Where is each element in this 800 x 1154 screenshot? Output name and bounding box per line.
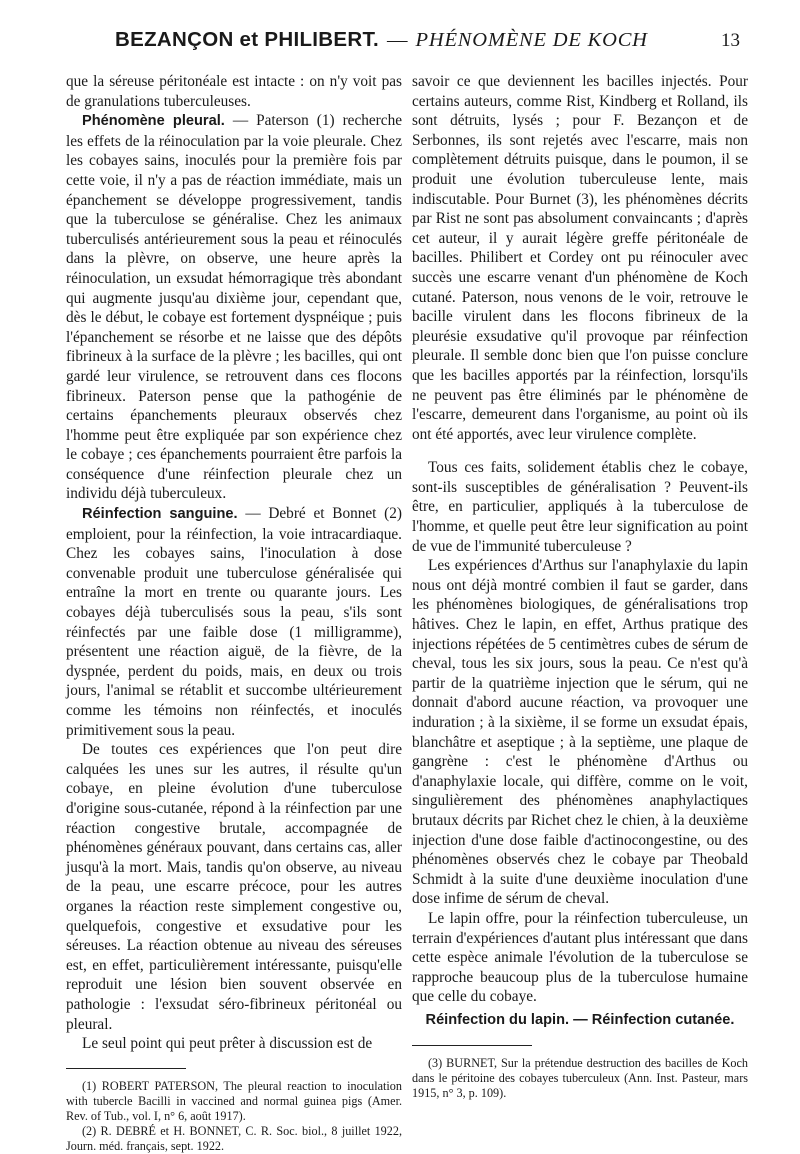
section-break (412, 444, 748, 458)
header-authors: BEZANÇON et PHILIBERT. (115, 28, 380, 51)
pleural-paragraph (66, 111, 402, 504)
right-paragraph-3: Les expériences d'Arthus sur l'anaphylaxie du lapin nous ont déjà montré combien il faut se garder, dans les phénomènes biologiques, de généralisations trop hâtives. Chez le lapin, en effet, Arthus pratique des injections répétées de 5 centimètres cubes de sérum de cheval, tous les six jours, sous la peau. Ce n'est qu'à partir de la quatrième injection que le sérum, qui ne donnait d'abord aucune réaction, va provoquer une induration ; à la sixième, il se forme un exsudat épais, blanchâtre et aseptique ; à la septième, une plaque de gangrène : c'est le phénomène d'Arthus ou d'anaphylaxie locale, qui diffère, comme on le voit, singulièrement des phénomènes anaphylactiques brutaux décrits par Richet chez le chien, à la deuxième injection d'une dose faible d'actinocongestine, ou des phénomènes observés chez le cobaye par Theobald Schmidt à la suite d'une deuxième inoculation d'une dose infime de sérum de cheval. (412, 557, 748, 908)
footnote-3: (3) BURNET, Sur la prétendue destruction des bacilles de Koch dans le péritoine des cobayes tuberculeux (Ann. Inst. Pasteur, mars 1915, n° 3, p. 109). (412, 1055, 748, 1100)
right-paragraph-4: Le lapin offre, pour la réinfection tuberculeuse, un terrain d'expériences d'autant plus intéressant que dans cette espèce animale l'évolution de la tuberculose se rapproche beaucoup plus de la tuberculose humaine que celle du cobaye. (412, 909, 748, 1006)
right-column (412, 72, 748, 1101)
right-paragraph-2: Tous ces faits, solidement établis chez le cobaye, sont-ils susceptibles de généralisation ? Peuvent-ils être, en particulier, appliqués à la tuberculose de l'homme, et quelle peut être leur signification au point de vue de l'immunité tuberculeuse ? (412, 459, 748, 555)
sanguine-text: — Debré et Bonnet (2) emploient, pour la réinfection, la voie intracardiaque. Chez les cobayes sains, l'inoculation à dose convenable produit une tuberculose généralisée qui entraîne la mort en trente ou quarante jours. Les cobayes déjà tuberculisés sous la peau, s'ils sont réinfectés par une faible dose (1 milligramme), présentent une réaction aiguë, de la fièvre, de la dyspnée, perdent du poids, mais, en deux ou trois jours, l'animal se rétablit et succombe ultérieurement comme les témoins non réinfectés, et inoculés primitivement sous la peau. (66, 505, 403, 739)
sanguine-paragraph (66, 504, 402, 740)
running-head (115, 28, 648, 52)
sanguine-heading: Réinfection sanguine. (82, 506, 238, 523)
section-subheadings: Réinfection du lapin. — Réinfection cutanée. (425, 1011, 735, 1028)
header-separator: — (387, 29, 408, 51)
header-title: PHÉNOMÈNE DE KOCH (415, 29, 648, 51)
page-number: 13 (721, 30, 740, 51)
left-paragraph-4: De toutes ces expériences que l'on peut dire calquées les unes sur les autres, il résulte qu'un cobaye, en pleine évolution d'une tuberculose d'origine sous-cutanée, répond à la réinfection par une réaction congestive brutale, accompagnée de phénomènes généraux pouvant, dans certains cas, aller jusqu'à la mort. Mais, tandis qu'on observe, au niveau de la peau, une escarre précoce, pour les autres organes la réaction reste simplement congestive ou, quelquefois, congestive et exsudative pour les séreuses. La réaction obtenue au niveau des séreuses est, en effet, particulièrement intéressante, puisqu'elle reproduit une lésion bien souvent observée en pathologie : l'exsudat séro-fibrineux péritonéal ou pleural. (66, 741, 402, 1033)
footnote-2: (2) R. DEBRÉ et H. BONNET, C. R. Soc. biol., 8 juillet 1922, Journ. méd. français, sept. 1922. (66, 1123, 402, 1153)
left-column (66, 72, 402, 1154)
running-header (0, 22, 800, 56)
left-paragraph-5: Le seul point qui peut prêter à discussion est de (82, 1035, 373, 1053)
left-paragraph-1: que la séreuse péritonéale est intacte : on n'y voit pas de granulations tuberculeuses. (66, 73, 402, 110)
pleural-heading: Phénomène pleural. (82, 113, 225, 130)
pleural-text: — Paterson (1) recherche les effets de la réinoculation par la voie pleurale. Chez les cobayes sains, inoculés pour la première fois par cette voie, il n'y a pas de réaction immédiate, mais un épanchement se développe progressivement, tandis que la tuberculose se généralise. Chez les animaux tuberculisés antérieurement sous la peau et réinoculés dans la plèvre, on observe, une heure après la réinoculation, un exsudat hémorragique très abondant qui augmente jusqu'au dixième jour, cependant que, dès le début, le cobaye est fortement dyspnéique ; puis l'épanchement se résorbe et ne laisse que des dépôts fibrineux à la surface de la plèvre ; les bacilles, qui ont gardé leur virulence, se retrouvent dans ces flocons fibrineux. Paterson pense que la pathogénie de certains épanchements pleuraux observés chez l'homme peut être expliquée par son expérience chez le cobaye ; ces épanchements pourraient être parfois la conséquence d'une réinfection pleurale chez un individu déjà tuberculeux. (66, 112, 403, 503)
footnote-1: (1) ROBERT PATERSON, The pleural reaction to inoculation with tubercle Bacilli in vaccined and normal guinea pigs (Amer. Rev. of Tub., vol. I, n° 6, août 1917). (66, 1078, 402, 1123)
footnote-rule (412, 1045, 532, 1046)
right-paragraph-1: savoir ce que deviennent les bacilles injectés. Pour certains auteurs, comme Rist, Kindberg et Rolland, ils sont détruits, lysés ; pour F. Bezançon et de Serbonnes, ils sont rejetés avec l'escarre, mais non complètement détruits puisque, dans le poumon, il se produit une évolution tuberculeuse lente, mais indiscutable. Pour Burnet (3), les phénomènes décrits par Rist ne sont pas absolument convaincants ; d'après cet auteur, il y aurait légère greffe péritonéale de bacilles. Philibert et Cordey ont pu réinoculer avec succès une escarre venant d'un phénomène de Koch cutané. Paterson, nous venons de le voir, retrouve le bacille virulent dans les flocons fibrineux de la pleurésie exsudative qu'il provoque par réinfection pleurale. Il semble donc bien que l'on puisse conclure que les bacilles apportés par la réinfection, lorsqu'ils ne peuvent pas être éliminés par le phénomène de l'escarre, demeurent dans l'organisme, au point où ils ont été apportés, avec leur virulence complète. (412, 73, 748, 443)
footnote-rule (66, 1068, 186, 1069)
